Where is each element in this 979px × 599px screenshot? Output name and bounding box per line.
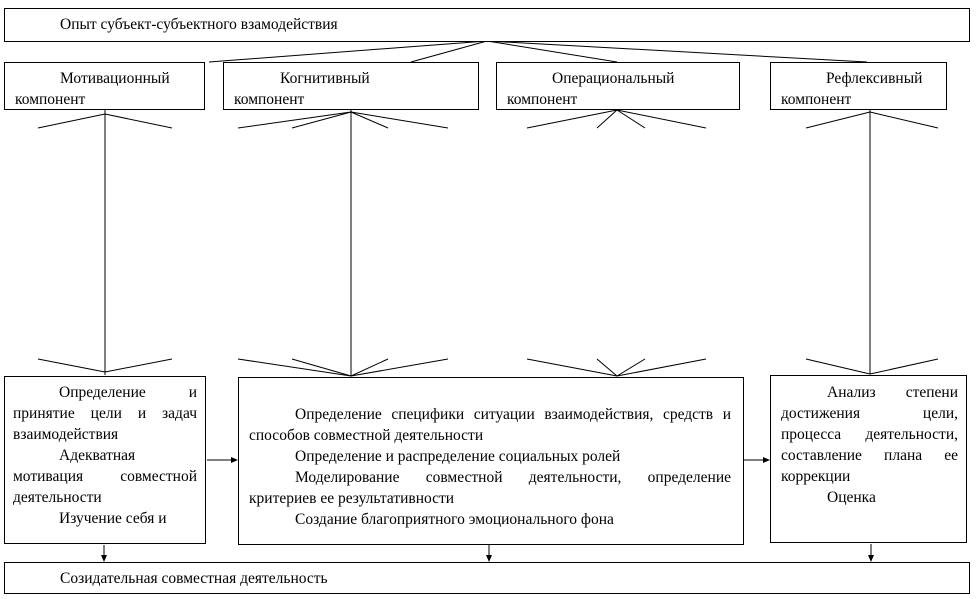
detail-box-motivational	[4, 376, 206, 544]
detail-item: Адекватная мотивация совместной деятельности	[13, 447, 197, 506]
detail-item: Изучение себя и	[59, 510, 167, 527]
bottom-box	[4, 562, 970, 594]
component-label: Рефлексивный	[826, 70, 923, 87]
component-sublabel: компонент	[781, 91, 852, 108]
component-operational	[496, 62, 740, 110]
detail-item: Определение специфики ситуации взаимодействия, средств и способов совместной деятельности	[249, 406, 731, 444]
component-reflexive	[770, 62, 947, 110]
component-sublabel: компонент	[234, 91, 305, 108]
detail-item: Оценка	[827, 489, 876, 506]
component-sublabel: компонент	[15, 91, 86, 108]
component-sublabel: компонент	[507, 91, 578, 108]
bottom-title: Созидательная совместная деятельность	[60, 570, 328, 587]
component-label: Мотивационный	[60, 70, 170, 87]
component-label: Когнитивный	[280, 70, 370, 87]
top-box	[4, 8, 970, 42]
detail-item: Создание благоприятного эмоционального фона	[295, 511, 614, 528]
component-label: Операциональный	[552, 70, 675, 87]
detail-item: Определение и принятие цели и задач взаимодействия	[13, 384, 197, 443]
detail-item: Определение и распределение социальных ролей	[295, 448, 621, 465]
component-cognitive	[223, 62, 479, 110]
component-motivational	[4, 62, 205, 110]
detail-box-reflexive	[770, 375, 967, 543]
detail-item: Анализ степени достижения цели, процесса деятельности, составление плана ее коррекции	[781, 384, 958, 485]
top-title: Опыт субъект-субъектного взамодействия	[60, 16, 338, 33]
detail-box-cognitive-operational	[238, 377, 744, 545]
detail-item: Моделирование совместной деятельности, определение критериев ее результативности	[249, 469, 731, 507]
